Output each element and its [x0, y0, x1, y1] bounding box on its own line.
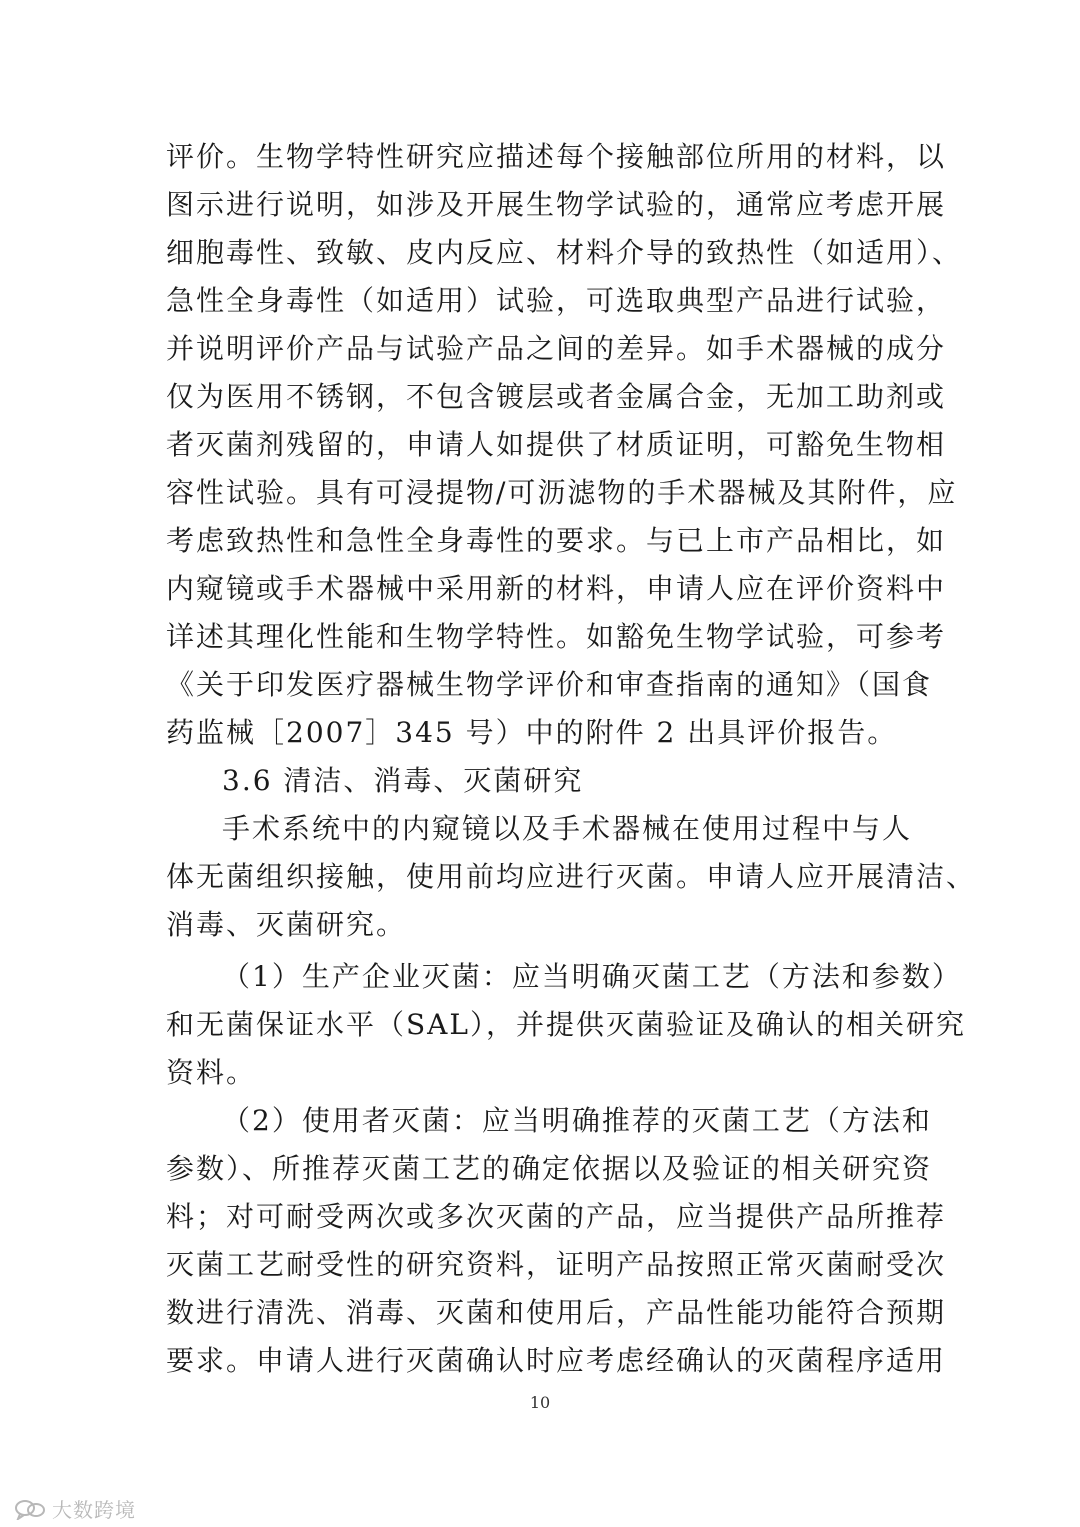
text-line: 容性试验。具有可浸提物/可沥滤物的手术器械及其附件，应: [166, 476, 958, 509]
text-line: 仅为医用不锈钢，不包含镀层或者金属合金，无加工助剂或: [166, 380, 947, 413]
chat-bubble-logo-icon: [14, 1498, 46, 1520]
text-line: 灭菌工艺耐受性的研究资料，证明产品按照正常灭菌耐受次: [166, 1248, 947, 1281]
text-line: 内窥镜或手术器械中采用新的材料，申请人应在评价资料中: [166, 572, 947, 605]
text-line: 手术系统中的内窥镜以及手术器械在使用过程中与人: [222, 812, 913, 845]
page-number: 10: [529, 1393, 551, 1412]
watermark-text: 大数跨境: [52, 1498, 136, 1522]
text-line: 要求。申请人进行灭菌确认时应考虑经确认的灭菌程序适用: [166, 1344, 947, 1377]
text-line: 者灭菌剂残留的，申请人如提供了材质证明，可豁免生物相: [166, 428, 947, 461]
text-line: （1）生产企业灭菌：应当明确灭菌工艺（方法和参数）: [222, 960, 962, 993]
text-line: 体无菌组织接触，使用前均应进行灭菌。申请人应开展清洁、: [166, 860, 977, 893]
text-line: （2）使用者灭菌：应当明确推荐的灭菌工艺（方法和: [222, 1104, 932, 1137]
text-line: 消毒、灭菌研究。: [166, 908, 407, 941]
text-line: 急性全身毒性（如适用）试验，可选取典型产品进行试验，: [166, 284, 947, 317]
text-line: 和无菌保证水平（SAL），并提供灭菌验证及确认的相关研究: [166, 1008, 966, 1041]
text-line: 图示进行说明，如涉及开展生物学试验的，通常应考虑开展: [166, 188, 947, 221]
text-line: 详述其理化性能和生物学特性。如豁免生物学试验，可参考: [166, 620, 947, 653]
text-line: 数进行清洗、消毒、灭菌和使用后，产品性能功能符合预期: [166, 1296, 947, 1329]
watermark: [14, 1494, 136, 1523]
text-line: 参数）、所推荐灭菌工艺的确定依据以及验证的相关研究资: [166, 1152, 933, 1185]
text-line: 并说明评价产品与试验产品之间的差异。如手术器械的成分: [166, 332, 947, 365]
text-line: 考虑致热性和急性全身毒性的要求。与已上市产品相比，如: [166, 524, 947, 557]
text-line: 评价。生物学特性研究应描述每个接触部位所用的材料，以: [166, 140, 947, 173]
text-line: 资料。: [166, 1056, 257, 1089]
text-line: 料；对可耐受两次或多次灭菌的产品，应当提供产品所推荐: [166, 1200, 947, 1233]
text-line: 药监械［2007］345 号）中的附件 2 出具评价报告。: [166, 716, 898, 749]
text-line: 细胞毒性、致敏、皮内反应、材料介导的致热性（如适用）、: [166, 236, 963, 269]
text-line: 《关于印发医疗器械生物学评价和审查指南的通知》（国食: [166, 668, 933, 701]
section-heading: 3.6 清洁、消毒、灭菌研究: [222, 764, 584, 797]
